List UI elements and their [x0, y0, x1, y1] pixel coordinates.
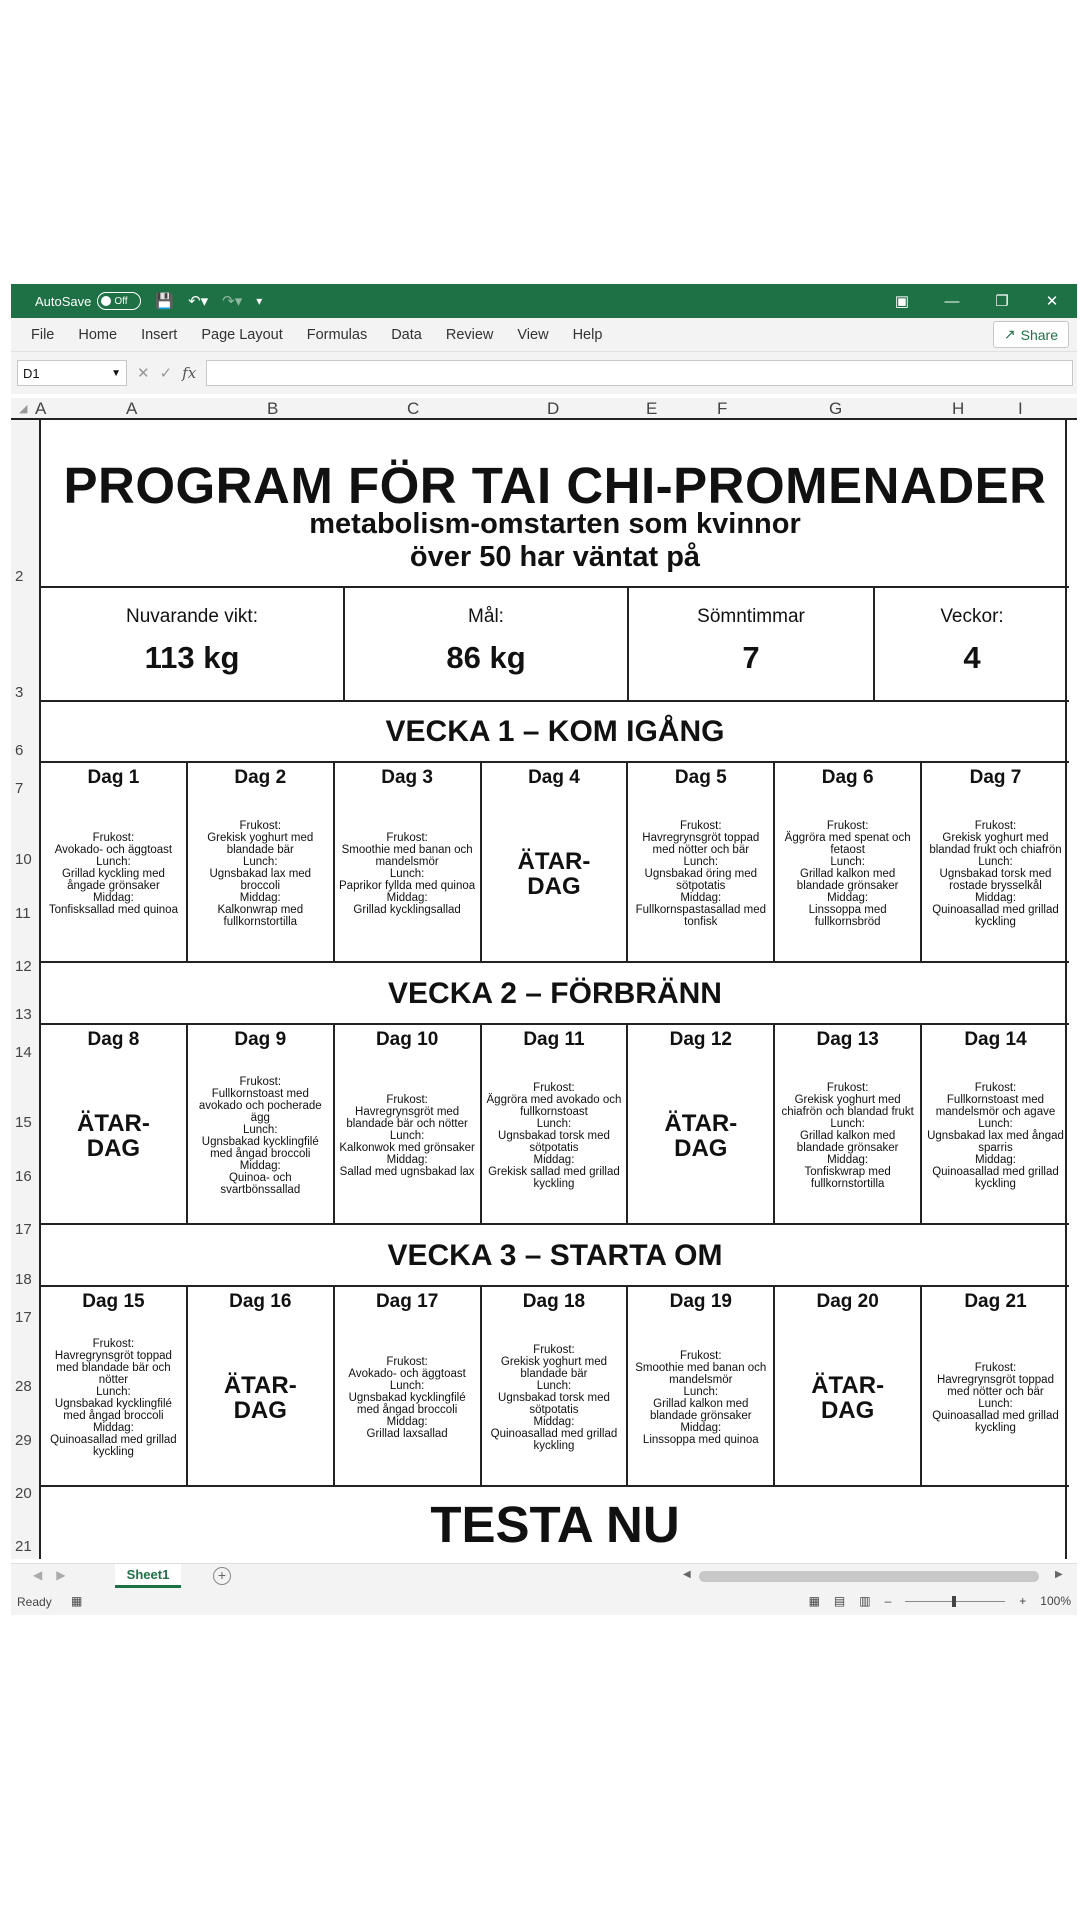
- day-title: Dag 12: [669, 1029, 732, 1050]
- day-title: Dag 14: [964, 1029, 1027, 1050]
- restore-icon[interactable]: ❐: [995, 293, 1009, 310]
- scroll-left-icon[interactable]: ◀: [683, 1569, 691, 1580]
- day-cell[interactable]: [335, 1025, 482, 1223]
- week-grid: [41, 1023, 1069, 1225]
- day-title: Dag 17: [375, 1291, 439, 1312]
- day-title: Dag 1: [87, 767, 140, 788]
- stat-value: 4: [963, 640, 981, 675]
- name-box[interactable]: [17, 360, 127, 386]
- cta-text: TESTA NU: [430, 1496, 680, 1553]
- tab-formulas[interactable]: Formulas: [306, 326, 368, 343]
- tab-review[interactable]: Review: [445, 326, 494, 343]
- row-headers: [11, 420, 39, 1559]
- day-cell[interactable]: [188, 763, 335, 961]
- row-header[interactable]: 20: [15, 1485, 32, 1502]
- column-headers: [11, 398, 1077, 420]
- day-menu: [45, 791, 182, 957]
- week-title: VECKA 3 – STARTA OM: [387, 1239, 723, 1272]
- stat-current-weight: [41, 588, 345, 700]
- sheet-nav-arrows-icon[interactable]: ◀▶: [33, 1568, 80, 1582]
- page-layout-view-icon[interactable]: ▤: [833, 1594, 846, 1608]
- day-menu-text: Frukost: Fullkornstoast med mandelsmör och agave Lunch: Ugnsbakad lax med ångad sparris Middag: Quinoasallad med grillad kyckling: [927, 1082, 1064, 1190]
- day-cell[interactable]: [188, 1025, 335, 1223]
- name-box-value: D1: [23, 365, 40, 381]
- tab-sheet1[interactable]: Sheet1: [115, 1564, 181, 1588]
- page-title: PROGRAM FÖR TAI CHI-PROMENADER: [63, 457, 1047, 514]
- zoom-out-icon[interactable]: –: [884, 1594, 892, 1608]
- day-menu-text: Frukost: Smoothie med banan och mandelsmör Lunch: Paprikor fyllda med quinoa Middag: Grillad kycklingsallad: [339, 832, 476, 916]
- row-header[interactable]: 6: [15, 742, 24, 759]
- status-right: [809, 1594, 1071, 1608]
- day-cell[interactable]: [482, 1025, 629, 1223]
- status-ready: Ready: [17, 1595, 52, 1609]
- day-cell[interactable]: [922, 1287, 1069, 1485]
- row-header[interactable]: 17: [15, 1221, 32, 1238]
- day-menu: [779, 1053, 916, 1219]
- autosave-toggle[interactable]: [97, 292, 141, 310]
- row-header[interactable]: 16: [15, 1168, 32, 1185]
- day-cell[interactable]: [41, 1025, 188, 1223]
- row-header[interactable]: 18: [15, 1271, 32, 1288]
- day-menu-text: Frukost: Havregrynsgröt toppad med blandade bär och nötter Lunch: Ugnsbakad kycklingfilé med ångad broccoli Middag: Quinoasallad med grillad kyckling: [50, 1338, 177, 1458]
- row-header[interactable]: 14: [15, 1044, 32, 1061]
- stat-label: Veckor:: [940, 606, 1004, 627]
- day-cell[interactable]: [41, 763, 188, 961]
- row-header[interactable]: 3: [15, 684, 24, 701]
- day-title: Dag 13: [816, 1029, 879, 1050]
- tab-help[interactable]: Help: [572, 326, 603, 343]
- day-title: Dag 5: [674, 767, 727, 788]
- stat-value: 86 kg: [446, 640, 526, 675]
- day-cell[interactable]: [628, 1287, 775, 1485]
- zoom-level[interactable]: 100%: [1040, 1594, 1071, 1608]
- day-cell[interactable]: [922, 763, 1069, 961]
- day-menu: [486, 1315, 623, 1481]
- enter-icon[interactable]: ✓: [159, 365, 173, 382]
- status-bar: [11, 1589, 1077, 1615]
- day-title: Dag 18: [522, 1291, 586, 1312]
- day-title: Dag 20: [816, 1291, 879, 1312]
- row-header[interactable]: 12: [15, 958, 32, 975]
- formula-controls: [137, 364, 196, 382]
- day-cell[interactable]: [775, 1287, 922, 1485]
- rest-day-label: ÄTAR- DAG: [76, 1110, 150, 1162]
- day-cell[interactable]: [335, 763, 482, 961]
- ribbon-tabs: [11, 318, 1077, 352]
- subtitle-line: över 50 har väntat på: [409, 541, 701, 573]
- redo-icon[interactable]: ↷▾: [222, 293, 243, 310]
- day-title: Dag 9: [234, 1029, 287, 1050]
- stat-label: Mål:: [468, 606, 504, 627]
- row-header[interactable]: 10: [15, 851, 32, 868]
- stat-weeks: [875, 588, 1069, 700]
- sheet-tabs-bar: [11, 1563, 1077, 1589]
- window-controls: [877, 292, 1077, 310]
- row-header[interactable]: 17: [15, 1309, 32, 1326]
- day-menu: [339, 1053, 476, 1219]
- day-title: Dag 6: [821, 767, 874, 788]
- share-button[interactable]: [993, 321, 1069, 348]
- tab-home[interactable]: Home: [78, 326, 118, 343]
- day-title: Dag 19: [669, 1291, 732, 1312]
- day-cell[interactable]: [41, 1287, 188, 1485]
- page-break-view-icon[interactable]: ▥: [859, 1594, 871, 1608]
- horizontal-scrollbar[interactable]: [699, 1571, 1039, 1582]
- select-all-corner[interactable]: ◢: [19, 403, 28, 415]
- excel-window: [11, 284, 1077, 1633]
- row-header[interactable]: 21: [15, 1538, 32, 1555]
- insert-function-icon[interactable]: fx: [182, 364, 197, 382]
- rest-day-label: ÄTAR- DAG: [223, 1372, 297, 1424]
- week-grid: [41, 761, 1069, 963]
- add-sheet-icon[interactable]: +: [213, 1567, 231, 1585]
- day-title: Dag 3: [381, 767, 433, 788]
- minimize-icon[interactable]: —: [944, 292, 960, 310]
- week-grid: [41, 1285, 1069, 1487]
- zoom-thumb[interactable]: [952, 1596, 956, 1607]
- chevron-down-icon: ▼: [111, 367, 121, 379]
- day-menu-text: Frukost: Avokado- och äggtoast Lunch: Grillad kyckling med ångade grönsaker Middag: Tonfisksallad med quinoa: [48, 832, 178, 916]
- customize-toolbar-icon[interactable]: ▾: [256, 294, 263, 308]
- day-menu: [486, 1053, 623, 1219]
- day-menu-text: Frukost: Smoothie med banan och mandelsmör Lunch: Grillad kalkon med blandade grönsaker Middag: Linssoppa med quinoa: [635, 1350, 767, 1446]
- day-menu: [339, 791, 476, 957]
- row-header[interactable]: 29: [15, 1432, 32, 1449]
- day-menu: [779, 791, 916, 957]
- day-menu: [192, 791, 329, 957]
- day-cell[interactable]: [775, 1025, 922, 1223]
- week-title: VECKA 2 – FÖRBRÄNN: [388, 977, 722, 1010]
- autosave-label: AutoSave: [35, 293, 92, 309]
- row-header[interactable]: 2: [15, 568, 24, 585]
- column-header[interactable]: H: [952, 399, 965, 418]
- day-cell[interactable]: [188, 1287, 335, 1485]
- day-menu-text: Frukost: Havregrynsgröt toppad med nötter och bär Lunch: Quinoasallad med grillad kyckling: [932, 1362, 1059, 1434]
- title-bar: [11, 284, 1077, 318]
- column-header[interactable]: A: [35, 399, 47, 418]
- day-menu-text: Frukost: Grekisk yoghurt med blandade bär Lunch: Ugnsbakad lax med broccoli Middag: Kalkonwrap med fullkornstortilla: [207, 820, 314, 928]
- subtitle-line: metabolism-omstarten som kvinnor: [309, 508, 801, 540]
- rest-day-label: ÄTAR- DAG: [517, 848, 591, 900]
- stat-label: Sömntimmar: [697, 606, 805, 627]
- day-menu: [926, 1053, 1065, 1219]
- day-title: Dag 15: [82, 1291, 145, 1312]
- day-menu-text: Frukost: Grekisk yoghurt med blandade bär Lunch: Ugnsbakad torsk med sötpotatis Middag: Quinoasallad med grillad kyckling: [490, 1344, 618, 1452]
- rest-day-label: ÄTAR- DAG: [811, 1372, 885, 1424]
- day-title: Dag 2: [234, 767, 287, 788]
- tab-file[interactable]: File: [31, 326, 55, 343]
- cancel-icon[interactable]: ✕: [137, 365, 150, 382]
- day-menu-text: Frukost: Äggröra med avokado och fullkornstoast Lunch: Ugnsbakad torsk med sötpotatis Middag: Grekisk sallad med grillad kyckling: [486, 1082, 622, 1190]
- column-header[interactable]: A: [126, 399, 138, 418]
- day-menu: [926, 1315, 1065, 1481]
- day-cell[interactable]: [628, 763, 775, 961]
- row-header[interactable]: 11: [15, 905, 31, 922]
- tab-insert[interactable]: Insert: [141, 326, 178, 343]
- column-header[interactable]: G: [829, 399, 843, 418]
- save-icon[interactable]: 💾: [155, 293, 175, 310]
- day-title: Dag 7: [969, 767, 1022, 788]
- ribbon-display-icon[interactable]: ▣: [894, 293, 910, 310]
- rest-day-label: ÄTAR- DAG: [664, 1110, 738, 1162]
- column-header[interactable]: B: [267, 399, 279, 418]
- scroll-right-icon[interactable]: ▶: [1055, 1569, 1063, 1580]
- day-menu-text: Frukost: Havregrynsgröt med blandade bär och nötter Lunch: Kalkonwok med grönsaker Middag: Sallad med ugnsbakad lax: [339, 1094, 475, 1178]
- sheet-content: [39, 420, 1067, 1559]
- tab-view[interactable]: View: [517, 326, 549, 343]
- day-title: Dag 10: [375, 1029, 439, 1050]
- day-cell[interactable]: [775, 763, 922, 961]
- day-menu-text: Frukost: Grekisk yoghurt med blandad frukt och chiafrön Lunch: Ugnsbakad torsk med rostade brysselkål Middag: Quinoasallad med grillad kyckling: [929, 820, 1062, 928]
- autosave-state: Off: [114, 295, 128, 307]
- zoom-slider[interactable]: [905, 1601, 1005, 1602]
- column-header[interactable]: F: [717, 399, 728, 418]
- day-title: Dag 11: [523, 1029, 585, 1050]
- day-menu: [632, 1315, 769, 1481]
- stats-row: [41, 586, 1069, 702]
- formula-bar: [11, 352, 1077, 394]
- toggle-knob: [101, 296, 111, 306]
- day-menu: [632, 791, 769, 957]
- row-header[interactable]: 7: [15, 780, 24, 797]
- stat-label: Nuvarande vikt:: [125, 606, 258, 627]
- day-menu: [192, 1053, 329, 1219]
- day-menu-text: Frukost: Äggröra med spenat och fetaost Lunch: Grillad kalkon med blandade grönsaker Middag: Linssoppa med fullkornsbröd: [784, 820, 911, 928]
- tab-page-layout[interactable]: Page Layout: [201, 326, 283, 343]
- tab-data[interactable]: Data: [391, 326, 422, 343]
- column-header[interactable]: D: [547, 399, 560, 418]
- day-cell[interactable]: [482, 1287, 629, 1485]
- zoom-in-icon[interactable]: +: [1019, 1594, 1027, 1608]
- close-icon[interactable]: ✕: [1045, 293, 1059, 310]
- day-menu-text: Frukost: Grekisk yoghurt med chiafrön och blandad frukt Lunch: Grillad kalkon med blandade grönsaker Middag: Tonfiskwrap med fullkornstortilla: [781, 1082, 914, 1190]
- column-header[interactable]: C: [407, 399, 420, 418]
- column-header[interactable]: I: [1018, 399, 1023, 418]
- day-title: Dag 8: [87, 1029, 140, 1050]
- day-cell[interactable]: [335, 1287, 482, 1485]
- column-header[interactable]: E: [646, 399, 658, 418]
- stat-sleep-hours: [629, 588, 875, 700]
- day-title: Dag 4: [528, 767, 580, 788]
- stat-value: 7: [742, 640, 760, 675]
- week-title: VECKA 1 – KOM IGÅNG: [385, 715, 725, 748]
- day-cell[interactable]: [922, 1025, 1069, 1223]
- day-title: Dag 16: [229, 1291, 292, 1312]
- page-subtitle: [41, 508, 1069, 574]
- day-title: Dag 21: [964, 1291, 1027, 1312]
- day-menu: [339, 1315, 476, 1481]
- formula-input[interactable]: [206, 360, 1073, 386]
- macro-record-icon[interactable]: ▦: [71, 1594, 83, 1608]
- normal-view-icon[interactable]: ▦: [808, 1594, 820, 1608]
- share-label: Share: [1020, 326, 1058, 343]
- day-cell[interactable]: [628, 1025, 775, 1223]
- day-menu: [45, 1315, 182, 1481]
- day-menu-text: Frukost: Havregrynsgröt toppad med nötter och bär Lunch: Ugnsbakad öring med sötpotatis Middag: Fullkornspastasallad med tonfisk: [635, 820, 766, 928]
- share-icon: ↗: [1003, 326, 1016, 342]
- stat-value: 113 kg: [144, 640, 240, 675]
- undo-icon[interactable]: ↶▾: [188, 293, 209, 310]
- day-menu-text: Frukost: Fullkornstoast med avokado och pocherade ägg Lunch: Ugnsbakad kycklingfilé med ångad broccoli Middag: Quinoa- och svartbönssallad: [198, 1076, 322, 1196]
- day-cell[interactable]: [482, 763, 629, 961]
- row-header[interactable]: 13: [15, 1006, 32, 1023]
- row-header[interactable]: 28: [15, 1378, 32, 1395]
- stat-goal: [345, 588, 629, 700]
- day-menu: [926, 791, 1065, 957]
- day-menu-text: Frukost: Avokado- och äggtoast Lunch: Ugnsbakad kycklingfilé med ångad broccoli Middag: Grillad laxsallad: [348, 1356, 466, 1440]
- row-header[interactable]: 15: [15, 1114, 32, 1131]
